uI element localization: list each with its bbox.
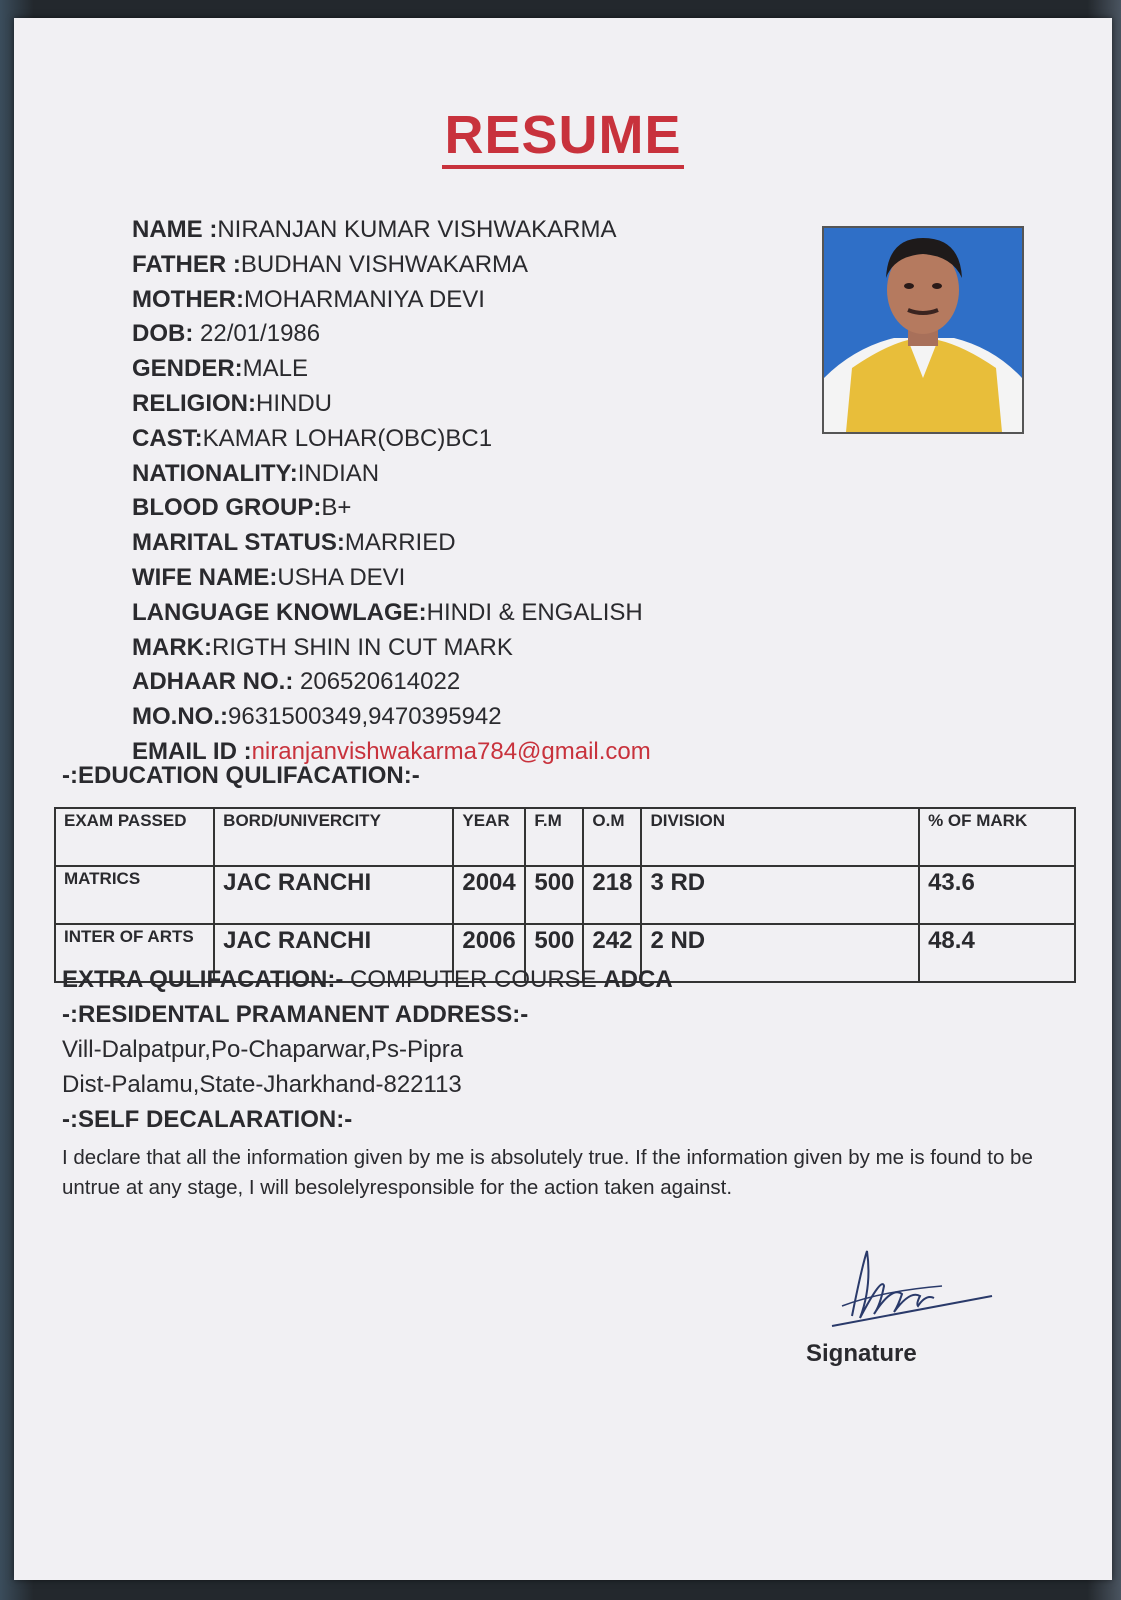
detail-value: USHA DEVI: [277, 563, 406, 591]
column-header: YEAR: [453, 808, 525, 866]
table-cell: JAC RANCHI: [214, 924, 453, 982]
detail-row: [132, 248, 832, 283]
column-header: % OF MARK: [919, 808, 1075, 866]
address-heading: -:RESIDENTAL PRAMANENT ADDRESS:-: [62, 1001, 529, 1028]
detail-label: MO.NO.:: [132, 703, 228, 731]
detail-row: [132, 631, 832, 666]
education-header-row: [55, 808, 1075, 866]
person-portrait-icon: [824, 228, 1022, 432]
table-cell: 48.4: [919, 924, 1075, 982]
detail-label: MARK:: [132, 633, 212, 661]
table-cell: 242: [583, 924, 641, 982]
detail-label: DOB:: [132, 320, 194, 348]
column-header: EXAM PASSED: [55, 808, 214, 866]
table-cell: 500: [525, 866, 583, 924]
detail-row: [132, 422, 832, 457]
resume-title: RESUME: [14, 104, 1112, 169]
detail-row: [132, 352, 832, 387]
detail-value: MARRIED: [344, 529, 456, 557]
detail-value: 206520614022: [293, 668, 461, 696]
extra-qualification-label: EXTRA QULIFACATION:-: [62, 966, 344, 993]
table-cell: 218: [583, 866, 641, 924]
detail-label: CAST:: [132, 424, 203, 452]
table-cell: 2006: [453, 924, 525, 982]
detail-label: EMAIL ID :: [132, 737, 252, 765]
detail-value: B+: [321, 494, 352, 522]
table-cell: 43.6: [919, 866, 1075, 924]
extra-qualification-value: COMPUTER COURSE: [343, 966, 604, 993]
table-cell: INTER OF ARTS: [55, 924, 214, 982]
detail-label: MARITAL STATUS:: [132, 529, 345, 557]
detail-value: RIGTH SHIN IN CUT MARK: [211, 633, 513, 661]
profile-photo: [822, 226, 1024, 434]
detail-label: NAME :: [132, 216, 218, 243]
detail-label: GENDER:: [132, 355, 243, 383]
personal-details: [132, 213, 832, 770]
table-row: [55, 866, 1075, 924]
table-cell: JAC RANCHI: [214, 866, 453, 924]
detail-value: BUDHAN VISHWAKARMA: [240, 250, 529, 278]
table-cell: 3 RD: [641, 866, 919, 924]
column-header: DIVISION: [641, 808, 919, 866]
detail-row: [132, 387, 832, 422]
detail-label: RELIGION:: [132, 389, 256, 417]
table-cell: 2004: [453, 866, 525, 924]
extra-qualification: [62, 966, 673, 994]
detail-row: [132, 317, 832, 352]
detail-label: FATHER :: [132, 250, 241, 278]
detail-row: [132, 491, 832, 526]
education-body: [55, 866, 1075, 982]
education-heading: -:EDUCATION QULIFACATION:-: [62, 762, 420, 789]
detail-row: [132, 213, 832, 248]
column-header: F.M: [525, 808, 583, 866]
detail-row: [132, 665, 832, 700]
detail-value: INDIAN: [297, 459, 380, 487]
table-cell: 500: [525, 924, 583, 982]
detail-value: HINDU: [256, 389, 332, 417]
detail-value: KAMAR LOHAR(OBC)BC1: [202, 424, 493, 452]
detail-value: NIRANJAN KUMAR VISHWAKARMA: [217, 216, 617, 243]
detail-value: HINDI & ENGALISH: [426, 598, 643, 626]
declaration-text: I declare that all the information given by me is absolutely true. If the information given by me is found to be untrue at any stage, I will besolelyresponsible for the action taken against.: [62, 1146, 1033, 1199]
detail-label: ADHAAR NO.:: [132, 668, 294, 696]
resume-sheet: [14, 18, 1112, 1580]
detail-row: [132, 596, 832, 631]
detail-row: [132, 526, 832, 561]
detail-label: NATIONALITY:: [132, 459, 298, 487]
address-line-1: Vill-Dalpatpur,Po-Chaparwar,Ps-Pipra: [62, 1036, 464, 1063]
detail-value: MOHARMANIYA DEVI: [243, 285, 485, 313]
detail-row: [132, 561, 832, 596]
detail-row: [132, 457, 832, 492]
signature-label: Signature: [806, 1340, 917, 1367]
extra-qualification-course: ADCA: [603, 966, 673, 993]
table-cell: MATRICS: [55, 866, 214, 924]
detail-value: 22/01/1986: [193, 320, 321, 348]
detail-row: [132, 283, 832, 318]
handwritten-signature-icon: [822, 1246, 1002, 1336]
detail-row: [132, 700, 832, 735]
email-value: niranjanvishwakarma784@gmail.com: [251, 737, 651, 765]
detail-label: WIFE NAME:: [132, 563, 278, 591]
detail-label: MOTHER:: [132, 285, 244, 313]
table-cell: 2 ND: [641, 924, 919, 982]
education-table: [54, 807, 1076, 983]
detail-value: MALE: [242, 355, 309, 383]
declaration-heading: -:SELF DECALARATION:-: [62, 1106, 353, 1133]
column-header: BORD/UNIVERCITY: [214, 808, 453, 866]
detail-label: BLOOD GROUP:: [132, 494, 322, 522]
detail-value: 9631500349,9470395942: [228, 703, 502, 731]
column-header: O.M: [583, 808, 641, 866]
address-line-2: Dist-Palamu,State-Jharkhand-822113: [62, 1071, 462, 1098]
detail-label: LANGUAGE KNOWLAGE:: [132, 598, 427, 626]
signature-mark: [822, 1246, 1002, 1341]
